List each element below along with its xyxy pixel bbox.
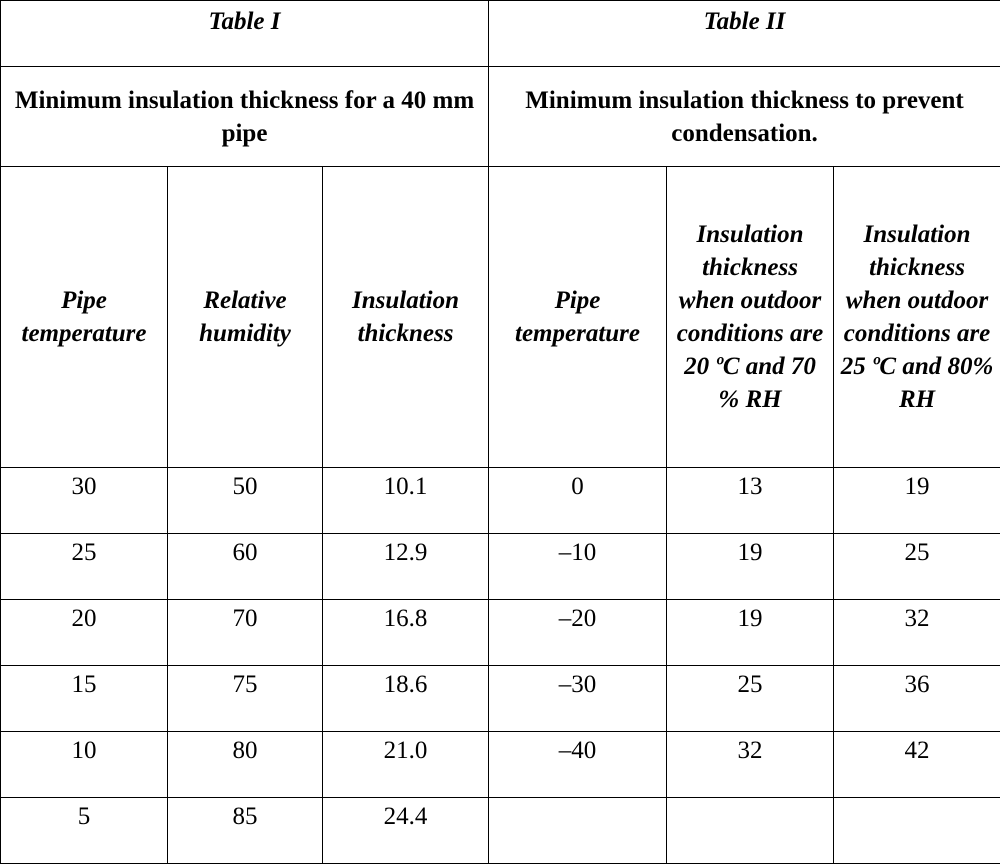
table1-cell: 10	[1, 731, 168, 797]
table2-caption: Table II	[489, 1, 1000, 67]
table-row	[1, 797, 1000, 863]
table-row	[1, 533, 1000, 599]
table-row	[1, 599, 1000, 665]
table2-header-thickness-20c: Insulation thickness when outdoor conditions are 20 ºC and 70 % RH	[667, 167, 834, 467]
table1-cell: 16.8	[323, 599, 489, 665]
table2-cell: 42	[834, 731, 1000, 797]
table1-header-relative-humidity: Relative humidity	[168, 167, 323, 467]
table2-cell: 19	[667, 533, 834, 599]
table2-cell: 19	[667, 599, 834, 665]
table2-header-pipe-temperature: Pipe temperature	[489, 167, 667, 467]
table2-cell	[667, 797, 834, 863]
table-row	[1, 467, 1000, 533]
table1-header-pipe-temperature: Pipe temperature	[1, 167, 168, 467]
table1-cell: 12.9	[323, 533, 489, 599]
table2-header-thickness-25c: Insulation thickness when outdoor conditions are 25 ºC and 80% RH	[834, 167, 1000, 467]
table1-header-insulation-thickness: Insulation thickness	[323, 167, 489, 467]
table1-cell: 18.6	[323, 665, 489, 731]
table2-cell	[489, 797, 667, 863]
table1-cell: 25	[1, 533, 168, 599]
table2-cell: 36	[834, 665, 1000, 731]
table1-cell: 20	[1, 599, 168, 665]
table2-cell: –30	[489, 665, 667, 731]
table2-cell: 19	[834, 467, 1000, 533]
table1-cell: 70	[168, 599, 323, 665]
table1-cell: 21.0	[323, 731, 489, 797]
table-row	[1, 731, 1000, 797]
table1-cell: 30	[1, 467, 168, 533]
table1-cell: 5	[1, 797, 168, 863]
table1-cell: 75	[168, 665, 323, 731]
table1-cell: 60	[168, 533, 323, 599]
table2-cell	[834, 797, 1000, 863]
table2-cell: 25	[667, 665, 834, 731]
table1-cell: 10.1	[323, 467, 489, 533]
table-row	[1, 665, 1000, 731]
table1-cell: 15	[1, 665, 168, 731]
table1-cell: 50	[168, 467, 323, 533]
table2-cell: 32	[667, 731, 834, 797]
table2-cell: 25	[834, 533, 1000, 599]
table2-cell: –10	[489, 533, 667, 599]
table2-cell: –20	[489, 599, 667, 665]
table1-title: Minimum insulation thickness for a 40 mm pipe	[1, 67, 489, 167]
table1-caption: Table I	[1, 1, 489, 67]
table1-cell: 80	[168, 731, 323, 797]
table1-cell: 85	[168, 797, 323, 863]
table2-title: Minimum insulation thickness to prevent condensation.	[489, 67, 1000, 167]
table1-cell: 24.4	[323, 797, 489, 863]
table2-cell: 13	[667, 467, 834, 533]
table2-cell: 32	[834, 599, 1000, 665]
table2-cell: 0	[489, 467, 667, 533]
table2-cell: –40	[489, 731, 667, 797]
